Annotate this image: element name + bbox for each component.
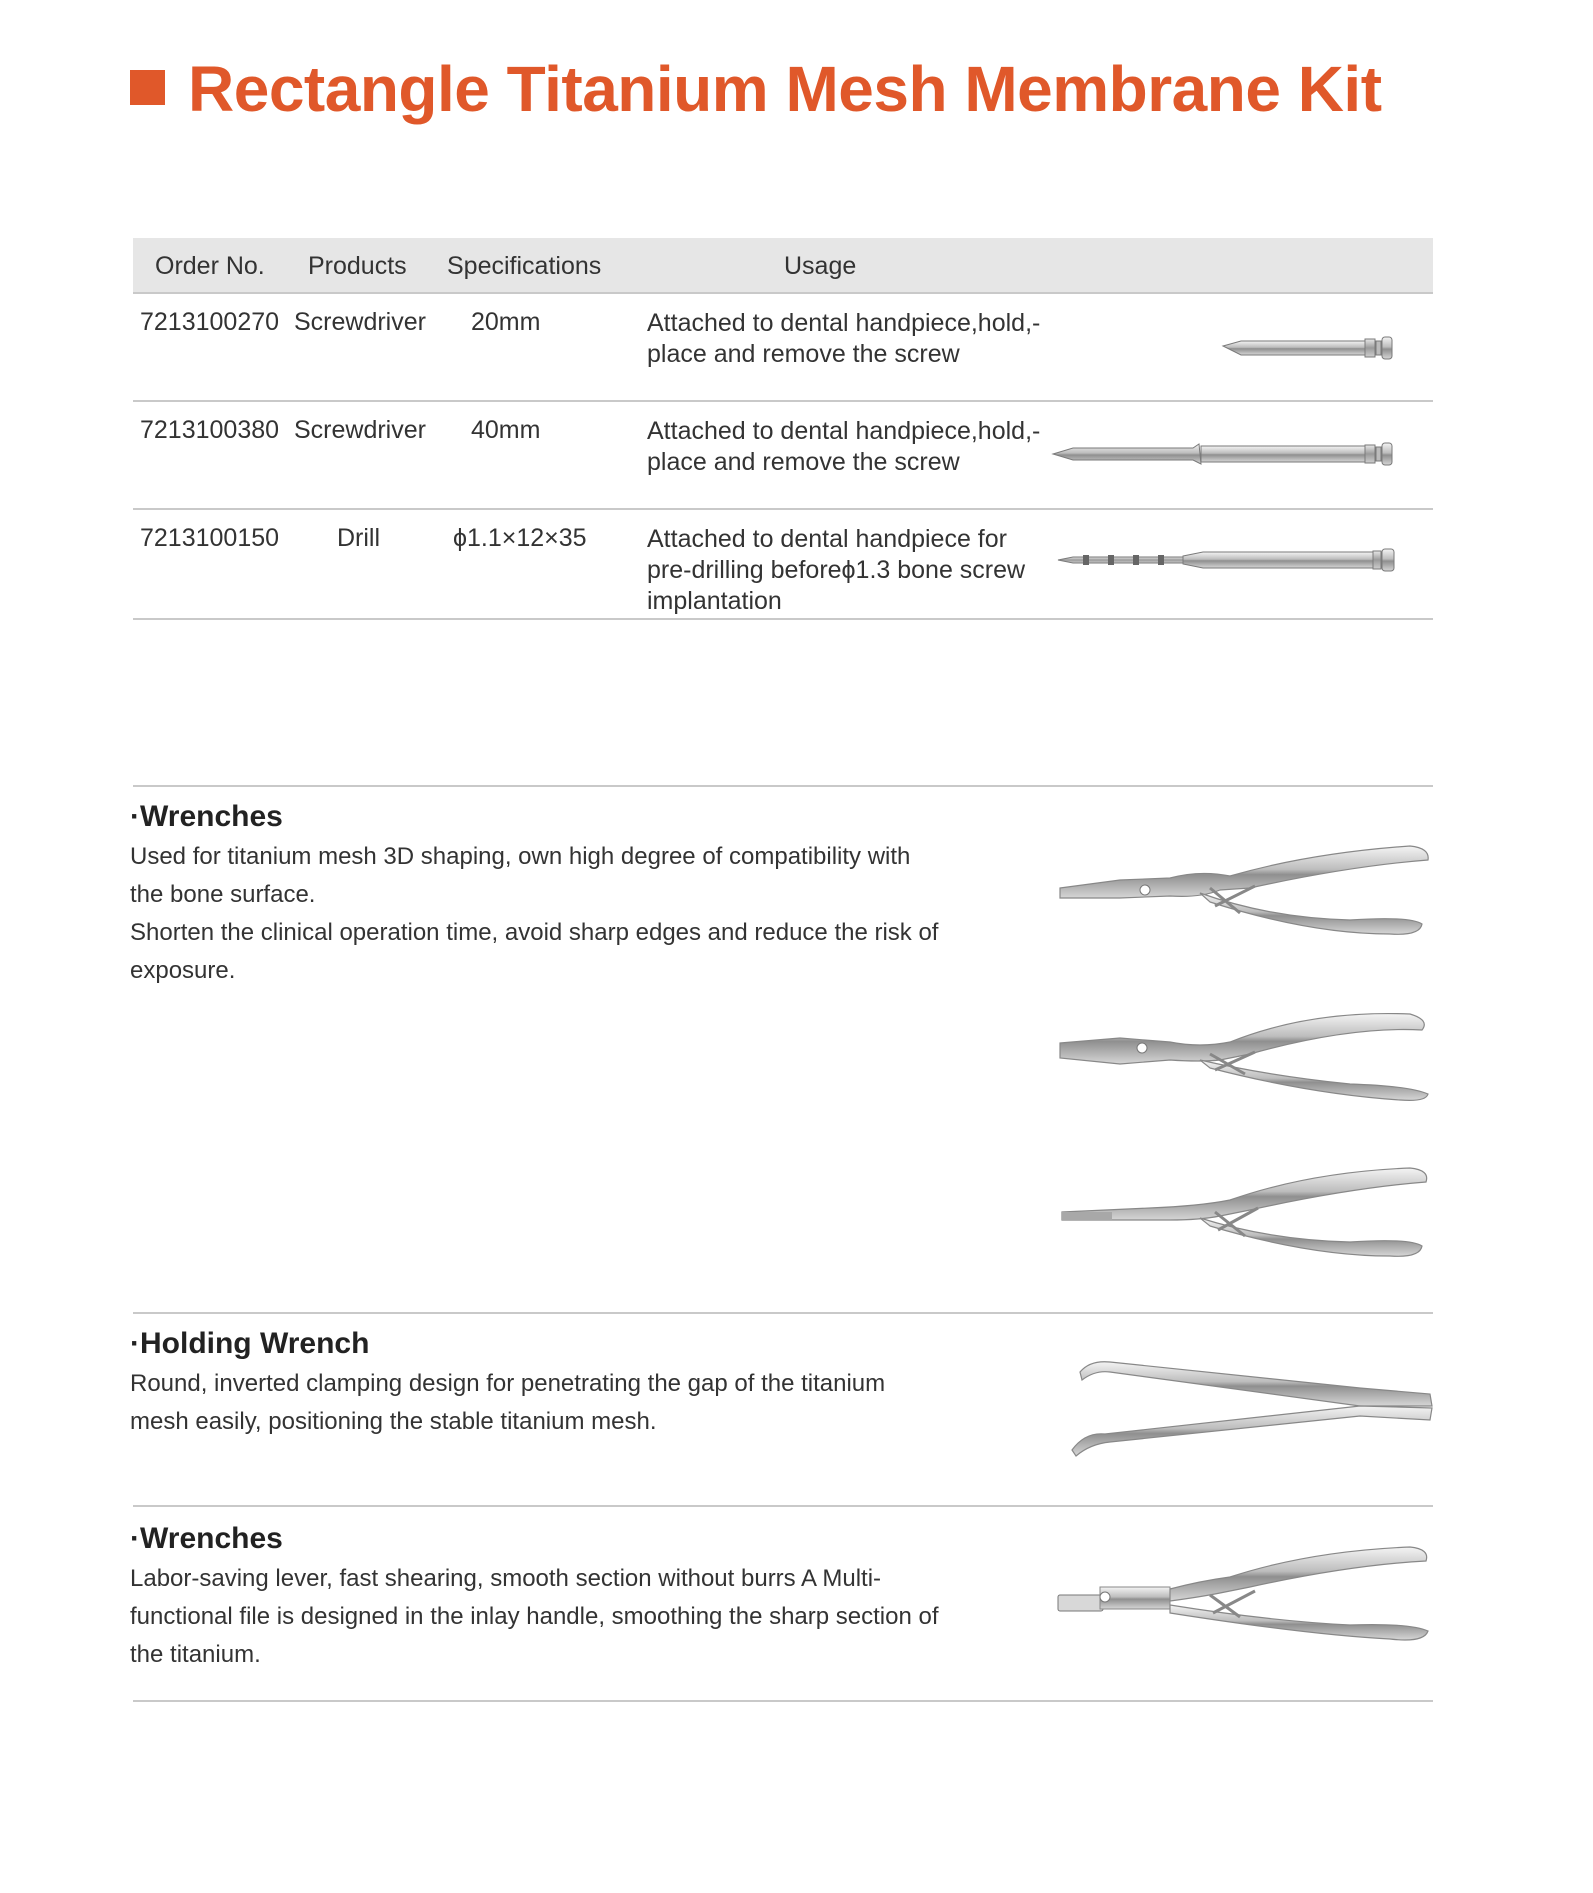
header-products: Products (308, 252, 407, 280)
section-description (130, 838, 950, 990)
header-order-no: Order No. (155, 252, 265, 280)
long-screwdriver-illustration (1013, 434, 1433, 474)
product-cell: Screwdriver (294, 416, 426, 444)
section-paragraph: Labor-saving lever, fast shearing, smooth section without burrs A Multi-functional file is designed in the inlay handle, smoothing the sharp section of the titanium. (130, 1565, 939, 1668)
spec-cell: ϕ1.1×12×35 (453, 524, 587, 552)
section-title-holding-wrench: ·Holding Wrench (130, 1327, 370, 1360)
section-title-wrenches: ·Wrenches (130, 1522, 283, 1555)
table-row (133, 294, 1433, 402)
section-divider (133, 785, 1433, 787)
product-table (133, 238, 1433, 620)
section-paragraph: Used for titanium mesh 3D shaping, own high degree of compatibility with the bone surface. (130, 843, 911, 908)
product-cell: Screwdriver (294, 308, 426, 336)
section-paragraph: Round, inverted clamping design for penetrating the gap of the titanium mesh easily, positioning the stable titanium mesh. (130, 1370, 886, 1435)
section-divider (133, 1312, 1433, 1314)
cutting-pliers-illustration (1050, 1535, 1440, 1655)
table-row (133, 510, 1433, 620)
section-description (130, 1365, 950, 1441)
spec-cell: 20mm (471, 308, 541, 336)
order-no-cell: 7213100380 (140, 416, 280, 444)
section-description (130, 1560, 950, 1674)
section-divider (133, 1505, 1433, 1507)
header-usage: Usage (784, 252, 857, 280)
usage-cell: Attached to dental handpiece,hold,-place and remove the screw (647, 417, 1041, 476)
table-header (133, 238, 1433, 294)
section-divider (133, 1700, 1433, 1702)
product-cell: Drill (337, 524, 381, 552)
plier-image (1050, 838, 1440, 948)
tweezers-illustration (1060, 1350, 1440, 1465)
page-title: Rectangle Titanium Mesh Membrane Kit (188, 53, 1382, 125)
spec-cell: 40mm (471, 416, 541, 444)
section-title-wrenches: ·Wrenches (130, 800, 283, 833)
table-row (133, 402, 1433, 510)
plier-image (1050, 998, 1440, 1108)
title-square-icon (130, 70, 165, 105)
order-no-cell: 7213100150 (140, 524, 280, 552)
usage-cell: Attached to dental handpiece,hold,-place and remove the screw (647, 309, 1041, 368)
short-screwdriver-illustration (1013, 328, 1433, 368)
header-specifications: Specifications (447, 252, 602, 280)
order-no-cell: 7213100270 (140, 308, 280, 336)
section-paragraph: Shorten the clinical operation time, avoid sharp edges and reduce the risk of exposure. (130, 919, 939, 984)
drill-illustration (1013, 540, 1433, 580)
usage-cell: Attached to dental handpiece for pre-drilling beforeϕ1.3 bone screw implantation (647, 525, 1026, 615)
plier-image (1050, 1158, 1440, 1268)
